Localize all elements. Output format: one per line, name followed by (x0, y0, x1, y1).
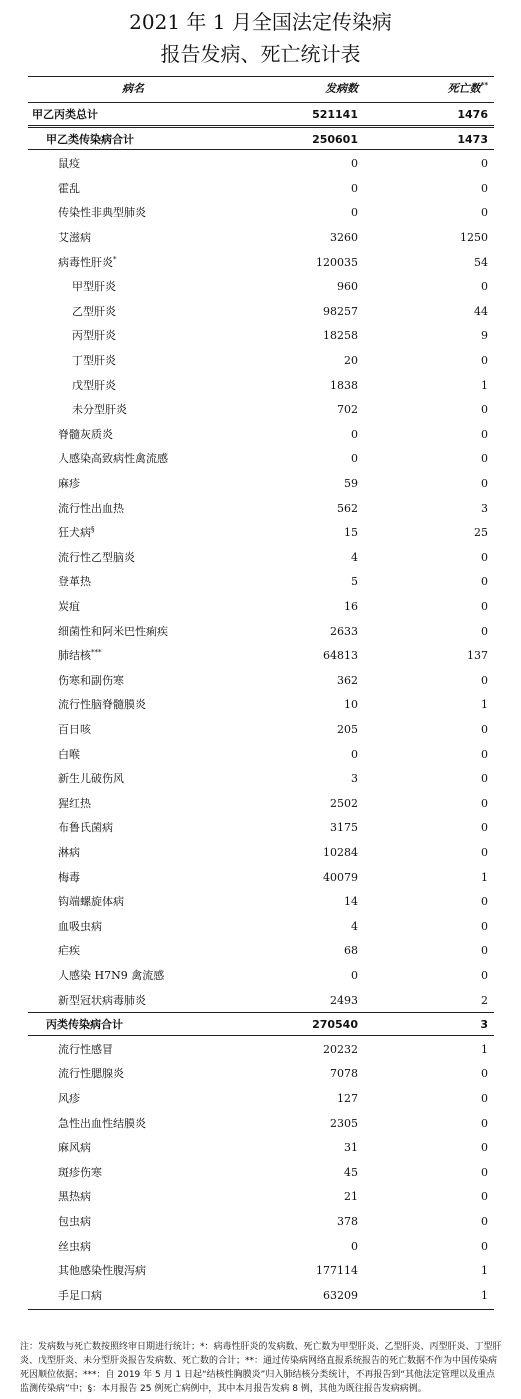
disease-name: 伤寒和副伤寒 (58, 673, 124, 687)
cases-value: 2493 (330, 993, 358, 1007)
cases-value: 362 (337, 673, 358, 687)
deaths-value: 25 (474, 526, 488, 540)
cases-value: 3 (351, 772, 358, 786)
table-row (28, 252, 494, 272)
cases-value: 2502 (330, 796, 358, 810)
cases-value: 0 (351, 452, 358, 466)
cases-value: 10284 (323, 846, 358, 859)
row-rule (28, 1035, 494, 1036)
cases-value: 0 (351, 206, 358, 220)
deaths-value: 0 (481, 477, 488, 490)
table-row (28, 350, 494, 370)
disease-name: 流行性脑脊髓膜炎 (58, 698, 146, 712)
disease-name: 麻风病 (58, 1141, 91, 1155)
disease-name: 百日咳 (58, 723, 91, 736)
cases-value: 0 (351, 747, 358, 761)
cases-value: 521141 (312, 108, 358, 121)
cases-value: 59 (344, 477, 358, 490)
cases-value: 0 (351, 157, 358, 171)
table-row (28, 621, 494, 641)
table-row (28, 547, 494, 567)
cases-value: 20 (344, 354, 358, 367)
table-row (28, 744, 494, 764)
table-row (28, 916, 494, 936)
disease-name: 流行性出血热 (58, 501, 124, 515)
deaths-value: 0 (481, 575, 488, 589)
deaths-value: 1 (481, 698, 488, 712)
disease-name: 甲型肝炎 (72, 280, 116, 294)
deaths-value: 1476 (457, 108, 488, 121)
disease-name: 丙类传染病合计 (46, 1018, 123, 1032)
disease-name: 手足口病 (58, 1288, 102, 1302)
disease-name: 丁型肝炎 (72, 354, 116, 367)
cases-value: 0 (351, 427, 358, 441)
disease-name: 炭疽 (58, 600, 80, 613)
header-deaths-mark: ** (480, 80, 488, 90)
cases-value: 250601 (312, 132, 358, 146)
disease-name: 新生儿破伤风 (58, 772, 124, 786)
table-row (28, 498, 494, 518)
deaths-value: 2 (481, 993, 488, 1007)
deaths-value: 0 (481, 403, 488, 417)
disease-name: 风疹 (58, 1092, 80, 1105)
table-row (28, 571, 494, 591)
cases-value: 702 (337, 403, 358, 417)
table-header (28, 76, 494, 102)
table-row (28, 1260, 494, 1280)
table-row (28, 1113, 494, 1133)
table-bottom-rule (28, 1309, 494, 1310)
table-row (28, 1285, 494, 1305)
table-row (28, 694, 494, 714)
deaths-value: 1 (481, 1288, 488, 1302)
table-row (28, 325, 494, 345)
deaths-value: 0 (481, 181, 488, 195)
row-rule (28, 125, 494, 126)
disease-name: 流行性腮腺炎 (58, 1067, 124, 1081)
deaths-value: 54 (474, 255, 488, 269)
cases-value: 64813 (323, 649, 358, 663)
deaths-value: 3 (481, 501, 488, 515)
disease-name: 包虫病 (58, 1215, 91, 1228)
cases-value: 120035 (316, 255, 358, 269)
deaths-value: 0 (481, 747, 488, 761)
deaths-value: 0 (481, 157, 488, 171)
table-row (28, 990, 494, 1010)
deaths-value: 0 (481, 427, 488, 441)
row-rule (28, 102, 494, 103)
header-deaths: 死亡数** (447, 80, 488, 95)
deaths-value: 0 (481, 1116, 488, 1130)
page-title-line2: 报告发病、死亡统计表 (160, 42, 361, 66)
deaths-value: 0 (481, 944, 488, 958)
deaths-value: 0 (481, 673, 488, 687)
deaths-value: 0 (481, 969, 488, 982)
deaths-value: 0 (481, 846, 488, 859)
table-row (28, 817, 494, 837)
table-row (28, 301, 494, 321)
table-row (28, 202, 494, 222)
table-row (28, 719, 494, 739)
deaths-value: 0 (481, 624, 488, 638)
table-row (28, 129, 494, 149)
row-rule (28, 1012, 494, 1013)
deaths-value: 0 (481, 772, 488, 786)
disease-name: 猩红热 (58, 796, 91, 810)
disease-name: 戊型肝炎 (72, 378, 116, 392)
table-row (28, 965, 494, 985)
table-row (28, 940, 494, 960)
deaths-value: 0 (481, 600, 488, 613)
deaths-value: 1250 (460, 231, 488, 244)
cases-value: 0 (351, 181, 358, 195)
table-row (28, 448, 494, 468)
disease-name: 麻疹 (58, 477, 80, 490)
cases-value: 0 (351, 1239, 358, 1253)
table-row (28, 473, 494, 493)
deaths-value: 0 (481, 1190, 488, 1204)
deaths-value: 0 (481, 723, 488, 736)
disease-name: 流行性乙型脑炎 (58, 550, 135, 564)
disease-name: 淋病 (58, 846, 80, 859)
cases-value: 3175 (330, 821, 358, 835)
deaths-value: 137 (467, 649, 488, 663)
cases-value: 14 (344, 895, 358, 909)
disease-name: 细菌性和阿米巴性痢疾 (58, 624, 168, 638)
table-row (28, 867, 494, 887)
disease-name: 乙型肝炎 (72, 304, 116, 318)
cases-value: 16 (344, 600, 358, 613)
table-row (28, 227, 494, 247)
disease-name: 黑热病 (58, 1190, 91, 1204)
table-row (28, 153, 494, 173)
cases-value: 63209 (323, 1288, 358, 1302)
table-row (28, 276, 494, 296)
row-rule (28, 149, 494, 150)
table-row (28, 1014, 494, 1034)
cases-value: 21 (344, 1190, 358, 1204)
cases-value: 270540 (312, 1018, 358, 1032)
table-row (28, 104, 494, 124)
deaths-value: 0 (481, 280, 488, 294)
disease-name: 甲乙类传染病合计 (46, 132, 134, 146)
table-row (28, 375, 494, 395)
deaths-value: 9 (481, 329, 488, 343)
footnote: 注：发病数与死亡数按照终审日期进行统计；*：病毒性肝炎的发病数、死亡数为甲型肝炎、乙型肝炎、丙型肝炎、丁型肝炎、戊型肝炎、未分型肝炎报告发病数、死亡数的合计；**：通过传染病网络直报系统报告的死亡数据不作为中国传染病死因顺位依据；***：自 2019 年 5 月 1 日起“结核性胸膜炎”归入肺结核分类统计，不再报告到“其他法定管理以及重点监测传染病”中；§：本月报告 25 例死亡病例中，其中本月报告发病 8 例，其他为既往报告发病病例。 (20, 1342, 502, 1394)
deaths-value: 44 (474, 304, 488, 318)
table-row (28, 1039, 494, 1059)
header-name: 病名 (122, 82, 144, 95)
cases-value: 10 (344, 698, 358, 712)
disease-name: 流行性感冒 (58, 1042, 113, 1056)
disease-name: 人感染高致病性禽流感 (58, 452, 168, 466)
cases-value: 2633 (330, 624, 358, 638)
disease-name: 钩端螺旋体病 (58, 895, 124, 909)
cases-value: 3260 (330, 231, 358, 244)
disease-name: 登革热 (58, 575, 91, 589)
disease-name: 其他感染性腹泻病 (58, 1264, 146, 1278)
disease-name: 急性出血性结膜炎 (58, 1116, 146, 1130)
cases-value: 4 (351, 919, 358, 933)
cases-value: 45 (344, 1165, 358, 1179)
cases-value: 18258 (323, 329, 358, 343)
cases-value: 177114 (316, 1264, 358, 1278)
deaths-value: 0 (481, 1215, 488, 1228)
deaths-value: 0 (481, 1239, 488, 1253)
cases-value: 2305 (330, 1116, 358, 1130)
table-row (28, 1088, 494, 1108)
deaths-value: 0 (481, 1092, 488, 1105)
table-row (28, 522, 494, 542)
deaths-value: 1 (481, 1264, 488, 1278)
disease-name: 传染性非典型肺炎 (58, 206, 146, 220)
disease-name: 未分型肝炎 (72, 403, 127, 417)
disease-name: 狂犬病§ (58, 525, 95, 540)
table-row (28, 1162, 494, 1182)
cases-value: 20232 (323, 1042, 358, 1056)
deaths-value: 1 (481, 1042, 488, 1056)
table-row (28, 645, 494, 665)
cases-value: 31 (344, 1141, 358, 1155)
table-row (28, 424, 494, 444)
disease-name: 布鲁氏菌病 (58, 821, 113, 835)
disease-name: 艾滋病 (58, 231, 91, 244)
table-row (28, 1063, 494, 1083)
cases-value: 7078 (330, 1067, 358, 1081)
disease-name: 斑疹伤寒 (58, 1165, 102, 1179)
cases-value: 127 (337, 1092, 358, 1105)
cases-value: 40079 (323, 870, 358, 884)
row-rule (28, 127, 494, 128)
table-row (28, 842, 494, 862)
table-row (28, 768, 494, 788)
page-title-line1: 2021 年 1 月全国法定传染病 (129, 10, 392, 34)
deaths-value: 0 (481, 452, 488, 466)
deaths-value: 1 (481, 870, 488, 884)
cases-value: 1838 (330, 378, 358, 392)
table-row (28, 399, 494, 419)
footnote-mark: * (113, 254, 117, 263)
deaths-value: 0 (481, 550, 488, 564)
cases-value: 68 (344, 944, 358, 958)
deaths-value: 0 (481, 895, 488, 909)
disease-name: 梅毒 (58, 870, 80, 884)
deaths-value: 1473 (457, 132, 488, 146)
footnote-mark: § (91, 525, 95, 534)
disease-name: 白喉 (58, 747, 80, 761)
table-row (28, 1211, 494, 1231)
cases-value: 98257 (323, 304, 358, 318)
cases-value: 562 (337, 501, 358, 515)
table-row (28, 1236, 494, 1256)
disease-name: 鼠疫 (58, 157, 80, 171)
deaths-value: 0 (481, 796, 488, 810)
disease-name: 血吸虫病 (58, 919, 102, 933)
deaths-value: 3 (480, 1018, 488, 1032)
disease-name: 疟疾 (58, 944, 80, 958)
table-row (28, 596, 494, 616)
footnote-mark: *** (91, 648, 102, 657)
cases-value: 0 (351, 969, 358, 982)
header-cases: 发病数 (325, 82, 358, 95)
cases-value: 960 (337, 280, 358, 294)
cases-value: 15 (344, 526, 358, 540)
deaths-value: 0 (481, 1165, 488, 1179)
deaths-value: 0 (481, 354, 488, 367)
table-row (28, 1137, 494, 1157)
disease-name: 新型冠状病毒肺炎 (58, 993, 146, 1007)
disease-name: 甲乙丙类总计 (32, 108, 98, 121)
table-row (28, 670, 494, 690)
cases-value: 5 (351, 575, 358, 589)
disease-name: 脊髓灰质炎 (58, 427, 113, 441)
disease-name: 霍乱 (58, 181, 80, 195)
deaths-value: 0 (481, 1067, 488, 1081)
table-row (28, 1186, 494, 1206)
disease-name: 丝虫病 (58, 1239, 91, 1253)
disease-name: 丙型肝炎 (72, 329, 116, 343)
cases-value: 205 (337, 723, 358, 736)
table-row (28, 178, 494, 198)
disease-name: 肺结核*** (58, 648, 102, 663)
disease-name: 人感染 H7N9 禽流感 (58, 969, 165, 982)
table-row (28, 793, 494, 813)
deaths-value: 1 (481, 378, 488, 392)
disease-name: 病毒性肝炎* (58, 254, 117, 269)
deaths-value: 0 (481, 1141, 488, 1155)
cases-value: 378 (337, 1215, 358, 1228)
deaths-value: 0 (481, 821, 488, 835)
deaths-value: 0 (481, 206, 488, 220)
deaths-value: 0 (481, 919, 488, 933)
cases-value: 4 (351, 550, 358, 564)
table-row (28, 891, 494, 911)
